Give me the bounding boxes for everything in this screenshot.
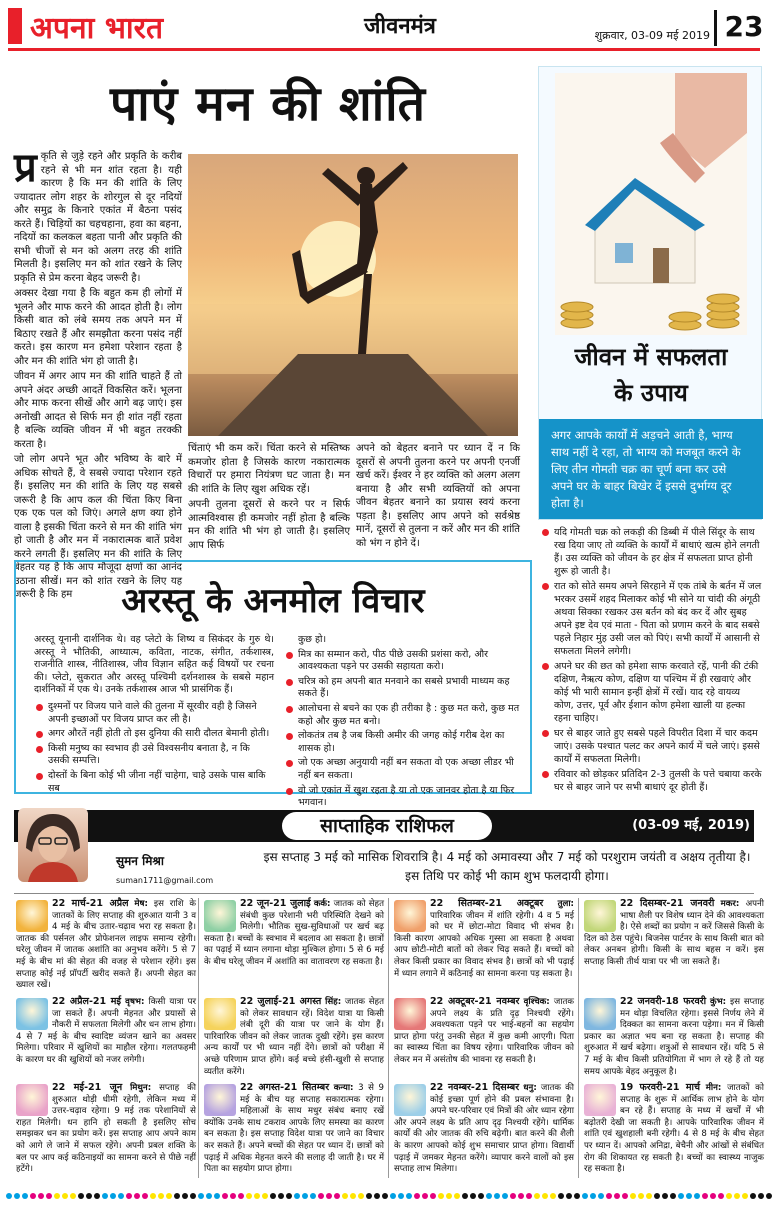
registration-dot — [622, 1193, 628, 1199]
list-item: मित्र का सम्मान करो, पीठ पीछे उसकी प्रशंसा करो, और आवश्यकता पड़ने पर उसकी सहायता करो। — [284, 649, 524, 674]
registration-dot — [470, 1193, 476, 1199]
registration-dot — [110, 1193, 116, 1199]
registration-dot — [614, 1193, 620, 1199]
page-number: 23 — [724, 10, 764, 43]
registration-dot — [214, 1193, 220, 1199]
zodiac-icon — [394, 900, 426, 932]
registration-dot — [494, 1193, 500, 1199]
list-item: रविवार को छोड़कर प्रतिदिन 2-3 तुलसी के पत्ते चबाया करके घर से बाहर जाने पर सभी बाधाएं दूर होती हैं। — [540, 768, 762, 794]
registration-dot — [158, 1193, 164, 1199]
sign-name: मिथुन: — [130, 1083, 152, 1093]
sign-name: मीन: — [705, 1083, 722, 1093]
registration-dot — [334, 1193, 340, 1199]
horoscope-date: (03-09 मई, 2019) — [632, 818, 750, 833]
sign-text: जातकों को सप्ताह के शुरू में आर्थिक लाभ होने के योग बन रहे हैं। सप्ताह के मध्य में खर्चों में भी बढ़ोतरी देखी जा सकती है। आपके पारिवारिक जीवन में शांति एवं खुशहाली बनी रहेगी। 4 से 8 मई के बीच सेहत पर ध्यान दें। आपको अनिद्रा, बेचैनी और आंखों से संबंधित रोग की शिकायत रह सकती है। बच्चों का स्वास्थ्य नाजुक रह सकता है। — [584, 1083, 765, 1175]
brand-bar — [8, 8, 22, 44]
registration-dot — [182, 1193, 188, 1199]
registration-dot — [510, 1193, 516, 1199]
list-item: चरित्र को हम अपनी बात मनवाने का सबसे प्रभावी माध्यम कह सकते हैं। — [284, 676, 524, 701]
registration-dot — [102, 1193, 108, 1199]
registration-dot — [670, 1193, 676, 1199]
horoscope-intro: इस सप्ताह 3 मई को मासिक शिवरात्रि है। 4 मई को अमावस्या और 7 मई को परशुराम जयंती व अक्षय तृतीया है। इस तिथि पर कोई भी काम शुभ फलदायी होगा। — [263, 850, 751, 883]
zodiac-icon — [394, 1084, 426, 1116]
registration-dot — [198, 1193, 204, 1199]
zodiac-icon — [16, 1084, 48, 1116]
list-item: अगर औरतें नहीं होती तो इस दुनिया की सारी दौलत बेमानी होती। — [34, 728, 274, 741]
sign-dates: 22 जून-21 जुलाई — [240, 898, 311, 909]
column-divider — [388, 898, 389, 1178]
drop-cap: प्र — [14, 144, 37, 191]
zodiac-icon — [16, 998, 48, 1030]
quotes-right — [284, 634, 524, 812]
column-divider — [198, 898, 199, 1178]
sign-name: वृश्चिक: — [523, 997, 550, 1007]
registration-dot — [438, 1193, 444, 1199]
sign-name: मकर: — [720, 899, 740, 909]
registration-dot — [342, 1193, 348, 1199]
registration-dot — [534, 1193, 540, 1199]
registration-dot — [574, 1193, 580, 1199]
registration-dot — [270, 1193, 276, 1199]
zodiac-sign-block — [584, 898, 764, 992]
registration-dot — [6, 1193, 12, 1199]
success-tips-feature — [538, 66, 762, 520]
registration-dot — [590, 1193, 596, 1199]
registration-dot — [230, 1193, 236, 1199]
registration-dot — [566, 1193, 572, 1199]
issue-date: शुक्रवार, 03-09 मई 2019 — [594, 29, 710, 42]
registration-dot — [94, 1193, 100, 1199]
registration-dot — [726, 1193, 732, 1199]
brand-name: अपना भारत — [30, 11, 164, 46]
registration-dot — [358, 1193, 364, 1199]
list-item: आलोचना से बचने का एक ही तरीका है : कुछ मत करो, कुछ मत कहो और कुछ मत बनो। — [284, 703, 524, 728]
registration-dot — [606, 1193, 612, 1199]
registration-dot — [30, 1193, 36, 1199]
sign-text: किसी यात्रा पर जा सकते हैं। अपनी मेहनत और प्रयासों से नौकरी में सफलता मिलेगी और धन लाभ होगा। 4 से 7 मई के बीच स्वादिष्ट व्यंजन खाने का अवसर मिलेगा। परिवार में खुशियों का माहौल रहेगा। गलतफहमी के कारण घर की खुशियों को नजर लगेगी। — [16, 997, 197, 1065]
author-email: suman1711@gmail.com — [116, 876, 214, 885]
registration-dot — [278, 1193, 284, 1199]
registration-dot — [430, 1193, 436, 1199]
registration-dot — [582, 1193, 588, 1199]
registration-dot — [598, 1193, 604, 1199]
house-coins-photo — [555, 73, 747, 335]
avatar — [18, 808, 88, 882]
zodiac-sign-block — [204, 898, 384, 992]
article-column-1 — [14, 144, 182, 600]
list-item: वो जो एकांत में खुश रहता है या तो एक जानवर होता है या फिर भगवान। — [284, 785, 524, 810]
section-divider — [14, 893, 754, 894]
registration-dot — [382, 1193, 388, 1199]
zodiac-icon — [204, 998, 236, 1030]
quote-continuation: कुछ हो। — [298, 634, 327, 645]
list-item: जो एक अच्छा अनुयायी नहीं बन सकता वो एक अच्छा लीडर भी नहीं बन सकता। — [284, 757, 524, 782]
registration-dot — [246, 1193, 252, 1199]
aristotle-intro: अरस्तू यूनानी दार्शनिक थे। वह प्लेटो के शिष्य व सिकंदर के गुरु थे। अरस्तू ने भौतिकी, आध्यात्म, कविता, नाटक, संगीत, तर्कशास्त्र, राजनीति शास्त्र, नीतिशास्त्र, जीव विज्ञान सहित कई विषयों पर रचना की। प्लेटो, सुकरात और अरस्तू पश्चिमी दर्शनशास्त्र के सबसे महान दार्शनिकों में एक थे। उनके तर्कशास्त्र आज भी प्रासंगिक हैं। — [34, 634, 274, 696]
zodiac-sign-block — [584, 996, 764, 1078]
quotes-left — [34, 634, 274, 797]
registration-dot — [78, 1193, 84, 1199]
header-rule — [8, 48, 760, 51]
registration-dot — [310, 1193, 316, 1199]
zodiac-sign-block — [204, 1082, 384, 1178]
registration-dot — [718, 1193, 724, 1199]
tips-list — [540, 526, 762, 796]
registration-dot — [686, 1193, 692, 1199]
registration-dot — [710, 1193, 716, 1199]
list-item: अपने घर की छत को हमेशा साफ करवाते रहें, पानी की टंकी दक्षिण, नैऋत्य कोण, दक्षिण या पश्चिम में ही रखवाएं और कोई भी भारी सामान इन्हीं क्षेत्रों में रखें। याद रहे वायव्य कोण, उत्तर, पूर्व और ईशान कोण हमेशा खाली या हल्का रहना चाहिए। — [540, 660, 762, 725]
zodiac-sign-block — [394, 1082, 574, 1178]
sign-dates: 22 दिसम्बर-21 जनवरी — [620, 898, 715, 909]
registration-dot — [462, 1193, 468, 1199]
list-item: दोस्तों के बिना कोई भी जीना नहीं चाहेगा, चाहे उसके पास बाकि सब — [34, 770, 274, 795]
registration-dot — [766, 1193, 772, 1199]
article-paragraph: अपनी तुलना दूसरों से करने पर न सिर्फ आत्मविश्वास ही कमजोर नहीं होता है बल्कि मन की शांति भी भंग हो जाती है। इसलिए आप सिर्फ — [188, 499, 350, 551]
registration-dot — [46, 1193, 52, 1199]
zodiac-icon — [16, 900, 48, 932]
sign-name: सिंह: — [325, 997, 342, 1007]
registration-dot — [150, 1193, 156, 1199]
registration-dot — [446, 1193, 452, 1199]
sign-name: तुला: — [557, 899, 574, 909]
registration-dot — [662, 1193, 668, 1199]
sign-name: कुंभ: — [709, 997, 727, 1007]
registration-dot — [254, 1193, 260, 1199]
registration-dot — [646, 1193, 652, 1199]
list-item: यदि गोमती चक्र को लकड़ी की डिब्बी में पीले सिंदूर के साथ रख दिया जाए तो व्यक्ति के कार्यों में बाधाएं खत्म होने लगती हैं। उस व्यक्ति को जीवन के हर क्षेत्र में सफलता प्राप्त होनी शुरू हो जाती है। — [540, 526, 762, 578]
zodiac-icon — [584, 900, 616, 932]
list-item: घर से बाहर जाते हुए सबसे पहले विपरीत दिशा में चार कदम जाएं। उसके पश्चात पलट कर अपने कार्य में चले जाएं। इससे कार्यों में सफलता मिलेगी। — [540, 727, 762, 766]
registration-dot — [22, 1193, 28, 1199]
zodiac-sign-block — [16, 996, 196, 1078]
article-paragraph: चिंताएं भी कम करें। चिंता करने से मस्तिष्क कमजोर होता है जिसके कारण नकारात्मक विचारों पर हमारा नियंत्रण घट जाता है। मन की शांति के लिए खुश अधिक रहें। — [188, 443, 350, 495]
registration-dot — [550, 1193, 556, 1199]
sign-dates: 22 अक्टूबर-21 नवम्बर — [430, 996, 520, 1007]
registration-dot — [70, 1193, 76, 1199]
registration-dot — [302, 1193, 308, 1199]
registration-dot — [142, 1193, 148, 1199]
registration-dot — [454, 1193, 460, 1199]
sign-name: कन्या: — [333, 1083, 354, 1093]
registration-dot — [118, 1193, 124, 1199]
registration-dot — [326, 1193, 332, 1199]
sign-text: जातक अपने लक्ष्य के प्रति दृढ़ निश्चयी रहेंगे। अवश्यकता पड़ने पर भाई-बहनों का सहयोग प्राप्त होगा परंतु उनकी सेहत में कुछ कमी आएगी। पिता का स्वास्थ्य चिंता का विषय रहेगा। पारिवारिक जीवन को लेकर मन में असंतोष की भावना रह सकती है। — [394, 997, 575, 1065]
article-title: पाएं मन की शांति — [110, 76, 426, 132]
sign-name: धनु: — [523, 1083, 537, 1093]
registration-dot — [62, 1193, 68, 1199]
registration-dot — [406, 1193, 412, 1199]
list-item: दुश्मनों पर विजय पाने वाले की तुलना में सूरवीर वही है जिसने अपनी इच्छाओं पर विजय प्राप्त कर ली है। — [34, 701, 274, 726]
zodiac-icon — [584, 998, 616, 1030]
zodiac-icon — [584, 1084, 616, 1116]
feature-intro: अगर आपके कार्यों में अड़चने आती है, भाग्य साथ नहीं दे रहा, तो भाग्य को मजबूत करने के लिए तीन गोमती चक्र का चूर्ण बना कर उसे अपने घर के बाहर बिखेर दें इससे दुर्भाग्य दूर होता है। — [539, 419, 763, 519]
zodiac-sign-block — [204, 996, 384, 1078]
sign-dates: 22 अगस्त-21 सितम्बर — [240, 1082, 330, 1093]
registration-dot — [366, 1193, 372, 1199]
sign-dates: 22 मई-21 जून — [52, 1082, 123, 1093]
registration-dot — [14, 1193, 20, 1199]
registration-dot — [286, 1193, 292, 1199]
registration-dot — [166, 1193, 172, 1199]
section-title: जीवनमंत्र — [364, 13, 436, 39]
article-paragraph: जो लोग अपने भूत और भविष्य के बारे में अधिक सोचते हैं, वे सबसे ज्यादा परेशान रहते हैं। इसलिए मन की शांति के लिए यह सबसे जरूरी है कि आप कल की चिंता किए बिना एक एक पल को जिएं। अगले क्षण क्या होने वाला है इसकी चिंता करने से मन की शांति भंग हो जाती है और मन में नकारात्मक बातें प्रवेश करने लगती हैं। इसलिए मन की शांति के लिए बेहतर यह है कि आप मौजूदा क्षणों का आनंद उठाना सीखें। मन को शांत रखने के लिए यह जरूरी है कि हम — [14, 454, 182, 600]
article-column-2 — [188, 442, 350, 552]
sign-dates: 22 जुलाई-21 अगस्त — [240, 996, 322, 1007]
registration-dot — [134, 1193, 140, 1199]
list-item: लोकतंत्र तब है जब किसी अमीर की जगह कोई गरीब देश का शासक हो। — [284, 730, 524, 755]
sign-text: जातक को सेहत संबंधी कुछ परेशानी भरी परिस्थिति देखने को मिलेगी। भौतिक सुख-सुविधाओं पर खर्च बढ़ सकता है। बच्चों के स्वभाव में बदलाव आ सकता है। छात्रों का पढ़ाई में ध्यान लगाना थोड़ा मुश्किल होगा। 5 से 6 मई के बीच घरेलू जीवन में अशांति का वातावरण रह सकता है। — [204, 899, 385, 967]
article-column-3 — [356, 442, 520, 552]
sign-text: जातक सेहत को लेकर सावधान रहें। विदेश यात्रा या किसी लंबी दूरी की यात्रा पर जाने के योग हैं। पारिवारिक जीवन को लेकर जातक दुखी रहेंगे। इस कारण अन्य कार्यों पर भी ध्यान नहीं देंगे। छात्रों को परीक्षा में अच्छे परिणाम प्राप्त होंगे। कई बच्चे हंसी-खुशी से सप्ताह व्यतीत करेंगे। — [204, 997, 385, 1077]
registration-dot — [374, 1193, 380, 1199]
registration-dot — [702, 1193, 708, 1199]
yoga-silhouette-icon — [188, 154, 518, 436]
registration-dot — [222, 1193, 228, 1199]
registration-dot — [486, 1193, 492, 1199]
registration-dot — [422, 1193, 428, 1199]
aristotle-quotes-box — [14, 560, 532, 809]
sign-name: वृषभ: — [125, 997, 145, 1007]
sign-text: अपनी भाषा शैली पर विशेष ध्यान देने की आवश्यकता है। ऐसे शब्दों का प्रयोग न करें जिससे किसी के दिल को ठेस पहुंचे। बिजनेस पार्टनर के साथ किसी बात को लेकर अनबन होगी। किसी के साथ बहस न करें। इस सप्ताह किसी तीर्थ यात्रा पर भी जा सकते हैं। — [584, 899, 765, 967]
article-paragraph: अपने को बेहतर बनाने पर ध्यान दें न कि दूसरों से अपनी तुलना करने पर अपनी एनर्जी खर्च करें। ईश्वर ने हर व्यक्ति को अलग अलग बनाया है और सभी व्यक्तियों को अपना जीवन बेहतर बनाने का प्रयास स्वयं करना पड़ता है। इसलिए आप अपने को सर्वश्रेष्ठ मानें, दूसरों से तुलना न करें और मन की शांति को भंग न होने दें। — [356, 443, 520, 549]
list-item: रात को सोते समय अपने सिरहाने में एक तांबे के बर्तन में जल भरकर उसमें शहद मिलाकर कोई भी सोने या चांदी की अंगूठी अथवा सिक्का रखकर उस बर्तन को बंद कर दें और सुबह अपने इष्ट देव एवं माता - पिता को प्रणाम करने के बाद सबसे पहले निहार मुंह उसी जल को पिएं। सभी कार्यों में आसानी से सफलता मिलने लगेगी। — [540, 580, 762, 658]
registration-dot — [262, 1193, 268, 1199]
sign-dates: 19 फरवरी-21 मार्च — [620, 1082, 701, 1093]
registration-dot — [558, 1193, 564, 1199]
registration-dot — [742, 1193, 748, 1199]
registration-dot — [526, 1193, 532, 1199]
sign-dates: 22 अप्रैल-21 मई — [52, 996, 122, 1007]
horoscope-title: साप्ताहिक राशिफल — [282, 812, 492, 840]
sign-text: इस राशि के जातकों के लिए सप्ताह की शुरुआत यानी 3 व 4 मई के बीच उतार-चढ़ाव भरा रह सकता है। जातक की पर्सनल और प्रोफेशनल लाइफ समान्य रहेगी। घरेलू जीवन में जातक अशांति का अनुभव करेंगे। 5 से 7 मई के बीच मां की सेहत की वजह से परेशान रहेंगे। इस सप्ताह कोई नई प्रॉपर्टी खरीद सकते हैं। अपनी सेहत का ख्याल रखें। — [16, 899, 197, 991]
registration-dot — [758, 1193, 764, 1199]
article-paragraph: अक्सर देखा गया है कि बहुत कम ही लोगों में भूलने और माफ करने की आदत होती है। लोग किसी बात को लंबे समय तक अपने मन में बिठाए रखते हैं और समझौता करना पसंद नहीं करते। इस कारण मन हमेशा परेशान रहता है और मन की शांति भंग हो जाती है। — [14, 288, 182, 367]
person-icon — [18, 808, 88, 882]
zodiac-icon — [204, 1084, 236, 1116]
sign-name: कर्क: — [313, 899, 331, 909]
registration-dot — [654, 1193, 660, 1199]
registration-dot — [126, 1193, 132, 1199]
sign-name: मेष: — [134, 899, 148, 909]
registration-dot — [174, 1193, 180, 1199]
zodiac-icon — [204, 900, 236, 932]
registration-dot — [318, 1193, 324, 1199]
header-divider — [714, 10, 717, 46]
registration-dot — [678, 1193, 684, 1199]
column-divider — [578, 898, 579, 1178]
registration-dot — [694, 1193, 700, 1199]
registration-dot — [54, 1193, 60, 1199]
registration-dot — [294, 1193, 300, 1199]
registration-dot — [238, 1193, 244, 1199]
registration-dot — [542, 1193, 548, 1199]
yoga-sunset-photo — [188, 154, 518, 436]
zodiac-icon — [394, 998, 426, 1030]
registration-dot — [190, 1193, 196, 1199]
house-coins-icon — [555, 73, 747, 335]
article-paragraph: जीवन में अगर आप मन की शांति चाहते हैं तो अपने अंदर अच्छी आदतें विकसित करें। भूलना और माफ करना सीखें और आगे बढ़ जाएं। इस अनोखी आदत से सिर्फ मन ही शांत नहीं रहता है बल्कि व्यक्ति जीवन में भी बहुत तरक्की करता है। — [14, 371, 182, 450]
sign-text: इस सप्ताह मन थोड़ा विचलित रहेगा। इससे निर्णय लेने में दिक्कत का सामना करना पड़ेगा। मन में किसी प्रकार का अज्ञात भय बना रह सकता है। सप्ताह की शुरुआत में खर्च बढ़ेगा। शत्रुओं से सावधान रहें। यदि 5 से 7 मई के बीच किसी प्रतियोगिता में भाग ले रहे हैं तो यह समय आपके बेहद अनुकूल है। — [584, 997, 765, 1077]
box-title: अरस्तू के अनमोल विचार — [121, 581, 425, 621]
zodiac-sign-block — [394, 898, 574, 992]
registration-dot — [734, 1193, 740, 1199]
registration-dot — [86, 1193, 92, 1199]
feature-title: जीवन में सफलता के उपाय — [574, 342, 728, 407]
registration-dot — [630, 1193, 636, 1199]
print-color-bar — [0, 1190, 768, 1202]
sign-text: 3 से 9 मई के बीच यह सप्ताह सकारात्मक रहेगा। महिलाओं के साथ मधुर संबंध बनाए रखें क्योंकि उनके साथ टकराव आपके लिए समस्या का कारण बन सकता है। इस सप्ताह विदेश यात्रा पर जाने का विचार कर सकते हैं। अपने बच्चों की सेहत पर ध्यान दें। छात्रों को पढ़ाई में अधिक मेहनत करने की सलाह दी जाती है। घर में पिता का सहयोग प्राप्त होगा। — [204, 1083, 384, 1175]
registration-dot — [350, 1193, 356, 1199]
registration-dot — [398, 1193, 404, 1199]
registration-dot — [206, 1193, 212, 1199]
sign-text: पारिवारिक जीवन में शांति रहेगी। 4 व 5 मई को घर में छोटा-मोटा विवाद भी संभव है। किसी कारण आपको अधिक गुस्सा आ सकता है अथवा आप छोटी-मोटी बातों को लेकर चिढ़ सकते हैं। बच्चों को लेकर किसी प्रकार का विवाद संभव है। छात्रों को भी पढ़ाई में ध्यान लगाने में कठिनाई का सामना करना पड़ सकता है। — [394, 910, 574, 979]
zodiac-sign-block — [16, 1082, 196, 1178]
registration-dot — [38, 1193, 44, 1199]
sign-dates: 22 सितम्बर-21 अक्टूबर — [430, 898, 544, 909]
zodiac-sign-block — [394, 996, 574, 1078]
registration-dot — [502, 1193, 508, 1199]
sign-dates: 22 नवम्बर-21 दिसम्बर — [430, 1082, 520, 1093]
registration-dot — [478, 1193, 484, 1199]
zodiac-sign-block — [16, 898, 196, 992]
list-item: किसी मनुष्य का स्वभाव ही उसे विश्वसनीय बनाता है, न कि उसकी सम्पत्ति। — [34, 743, 274, 768]
sign-dates: 22 जनवरी-18 फरवरी — [620, 996, 707, 1007]
article-paragraph: प्र कृति से जुड़े रहने और प्रकृति के करीब रहने से भी मन शांत रहता है। यही कारण है कि मन की शांति के लिए ज्यादातर लोग शहर के शोरगुल से दूर नदियों और समुद्र के किनारे एकांत में बैठना पसंद करते हैं। चिड़ियों का चहचहाना, हवा का बहना, नदियों का कलकल बहता पानी और प्रकृति की सभी चीजों से मन को अलग तरह की शांति मिलती है। इसलिए मन को शांत रखने के लिए प्रकृति से प्रेम करना बेहद जरूरी है। — [14, 144, 182, 284]
sign-text: जातक की कोई इच्छा पूर्ण होने की प्रबल संभावना है। अपने घर-परिवार एवं मित्रों की ओर ध्यान रहेगा और अपने लक्ष्य के प्रति आप दृढ़ निश्चयी रहेंगे। धार्मिक कार्यों की ओर जातक की रुचि बढ़ेगी। बात करने की शैली के कारण आपको कोई शुभ समाचार प्राप्त होगा। विद्यार्थी पढ़ाई में जमकर मेहनत करेंगे। व्यापार करने वालों को इस सप्ताह लाभ मिलेगा। — [394, 1083, 574, 1175]
registration-dot — [518, 1193, 524, 1199]
zodiac-sign-block — [584, 1082, 764, 1178]
sign-dates: 22 मार्च-21 अप्रैल — [52, 898, 129, 909]
author-name: सुमन मिश्रा — [116, 854, 165, 868]
registration-dot — [638, 1193, 644, 1199]
registration-dot — [414, 1193, 420, 1199]
registration-dot — [390, 1193, 396, 1199]
sign-text: सप्ताह की शुरुआत थोड़ी धीमी रहेगी, लेकिन मध्य में उत्तर-चढ़ाव रहेगा। 9 मई तक परेशानियों से राहत मिलेगी। धन हानि हो सकती है इसलिए सोच समझकर धन का प्रयोग करें। इस सप्ताह आप अपने काम को आगे ले जाने में सफल रहेंगे। अपनी प्रबल शक्ति के बल पर आप कई कठिनाइयों का सामना करने से पीछे नहीं हटेंगे। — [16, 1083, 197, 1175]
registration-dot — [750, 1193, 756, 1199]
